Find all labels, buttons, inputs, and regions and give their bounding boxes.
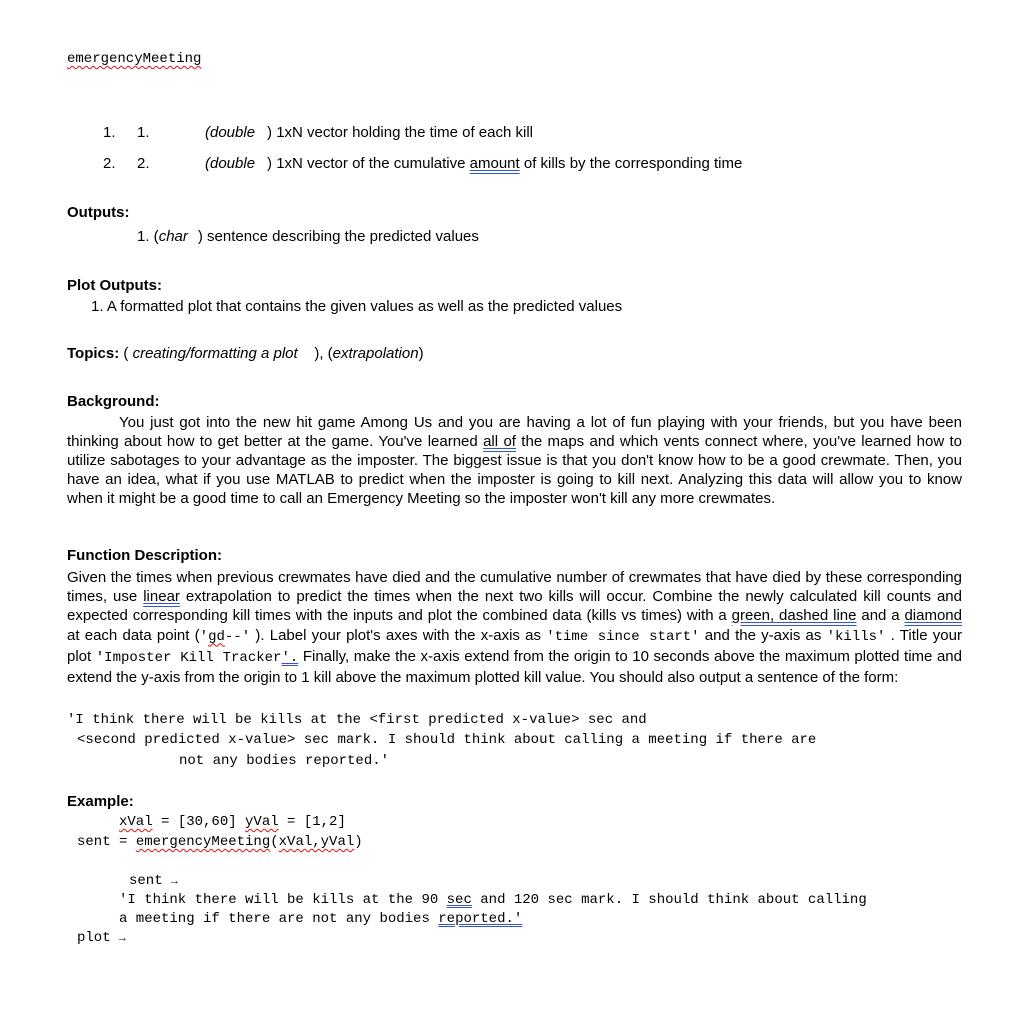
fd-code-gd: gd (208, 628, 225, 645)
input-2-type-name: double (210, 155, 256, 172)
fd-text-7: . Title your plot (67, 626, 962, 665)
input-2-desc-a: ) 1xN vector of the cumulative (267, 155, 470, 172)
outputs-heading: Outputs: (67, 204, 130, 221)
example-call-name: emergencyMeeting (135, 834, 271, 850)
fd-code-xlabel: 'time since start' (546, 628, 700, 645)
example-heading: Example: (67, 793, 134, 810)
outputs-item-prefix: 1. ( (137, 228, 159, 245)
fd-code-title: 'Imposter Kill Tracker (95, 649, 282, 666)
sentence-form-line-3: not any bodies reported.' (179, 753, 390, 769)
fd-code-dashes: --' (224, 628, 251, 645)
topics-line (67, 345, 424, 362)
fd-text-5: ). Label your plot's axes with the x-axis as (250, 626, 547, 644)
fd-text-4: at each data point ( (67, 626, 200, 644)
sentence-form-line-1: 'I think there will be kills at the <first predicted x-value> sec and (67, 712, 647, 728)
fd-text-8: Finally, make the x-axis extend from the origin to 10 seconds above the maximum plotted time and extend the y-axis from the origin to 1 kill above the maximum plotted kill value. You should also output a sentence of the form: (67, 647, 962, 687)
input-2-desc-b: of kills by the corresponding time (519, 155, 743, 172)
topics-label: Topics: (67, 345, 120, 362)
background-heading: Background: (67, 393, 160, 410)
background-paragraph (67, 413, 962, 508)
outputs-item-type: char (158, 228, 188, 245)
fd-text-1: Given the times when previous crewmates have died and the cumulative number of crewmates that have died by these corresponding times, use (67, 569, 962, 606)
example-output-label-text: sent (129, 873, 172, 889)
outputs-item (137, 228, 479, 245)
example-yval-name: yVal (245, 814, 279, 830)
example-call-open: ( (270, 834, 279, 850)
example-output-label (129, 873, 178, 889)
input-2-inner-number: 2. (137, 155, 150, 172)
input-1-outer-number: 1. (103, 124, 116, 141)
fd-text-green: green, (731, 607, 775, 625)
input-2-desc-mark: amount (469, 155, 520, 172)
example-output-line-1 (119, 892, 867, 908)
fd-text-dashed-line: dashed line (774, 607, 857, 625)
background-text-1: You just got into the new hit game Among Us and you are having a lot of fun playing with your friends, but you have been thinking about how to get better at the game. You've learned (67, 414, 962, 450)
plot-outputs-item: 1. A formatted plot that contains the given values as well as the predicted values (91, 298, 623, 315)
function-description-paragraph (67, 568, 962, 687)
topics-open: ( (119, 345, 133, 362)
example-xval-value: = [30,60] (152, 814, 246, 830)
fd-code-title-end: '. (281, 649, 299, 666)
arrow-icon: → (119, 933, 126, 945)
topics-close: ) (418, 345, 424, 362)
topic-extrapolation: extrapolation (332, 345, 419, 362)
function-name-title: emergencyMeeting (67, 51, 202, 67)
input-2-outer-number: 2. (103, 155, 116, 172)
fd-code-ylabel: 'kills' (826, 628, 886, 645)
example-sent-label: sent = (77, 834, 136, 850)
example-output-line-2 (119, 911, 522, 927)
function-description-heading: Function Description: (67, 547, 222, 564)
example-output-line-2a: a meeting if there are not any bodies (119, 911, 439, 927)
input-1-desc: ) 1xN vector holding the time of each kill (267, 124, 534, 141)
sentence-form-line-2: <second predicted x-value> sec mark. I should think about calling a meeting if there are (77, 732, 817, 748)
example-call (77, 834, 363, 850)
example-plot-label-text: plot (77, 930, 120, 946)
example-call-close: ) (354, 834, 363, 850)
fd-code-quote: ' (199, 628, 209, 645)
example-yval-value: = [1,2] (278, 814, 346, 830)
topic-creating-plot: creating/formatting a plot (132, 345, 298, 362)
input-1-inner-number: 1. (137, 124, 150, 141)
outputs-item-desc: ) sentence describing the predicted values (197, 228, 479, 245)
example-plot-label (77, 930, 126, 946)
arrow-icon: → (171, 876, 178, 888)
fd-text-2: extrapolation to predict the times when the next two kills will occur. Combine the newly calculated kill counts and expected corresponding kill times with the inputs and plot the combined data (kills vs times) with a (67, 588, 962, 625)
input-1-type-name: double (210, 124, 256, 141)
fd-text-linear: linear (143, 588, 180, 606)
example-output-sec: sec (446, 892, 472, 908)
background-text-2: the maps and which vents connect where, you've learned how to utilize sabotages to your advantage as the imposter. The biggest issue is that you don't know how to be a good crewmate. Then, you have an idea, what if you use MATLAB to predict when the imposter is going to kill next. Analyzing this data will allow you to know when it might be a good time to call an Emergency Meeting so the imposter won't kill any more crewmates. (67, 433, 963, 507)
fd-text-6: and the y-axis as (699, 626, 827, 644)
example-call-args: xVal,yVal (278, 834, 355, 850)
plot-outputs-heading: Plot Outputs: (67, 277, 162, 294)
topics-middle: ), ( (297, 345, 333, 362)
example-output-reported: reported.' (438, 911, 523, 927)
input-2-description (205, 155, 742, 172)
fd-text-3: and a (856, 607, 905, 625)
input-1-description (205, 124, 533, 141)
example-output-line-1a: 'I think there will be kills at the 90 (119, 892, 447, 908)
example-output-line-1c: and 120 sec mark. I should think about calling (471, 892, 867, 908)
example-xval-name: xVal (119, 814, 153, 830)
background-text-all-of: all of (483, 433, 516, 450)
fd-text-diamond: diamond (904, 607, 962, 625)
example-assignments (119, 814, 346, 830)
input-1-type: (double (205, 124, 256, 141)
input-2-type: (double (205, 155, 256, 172)
